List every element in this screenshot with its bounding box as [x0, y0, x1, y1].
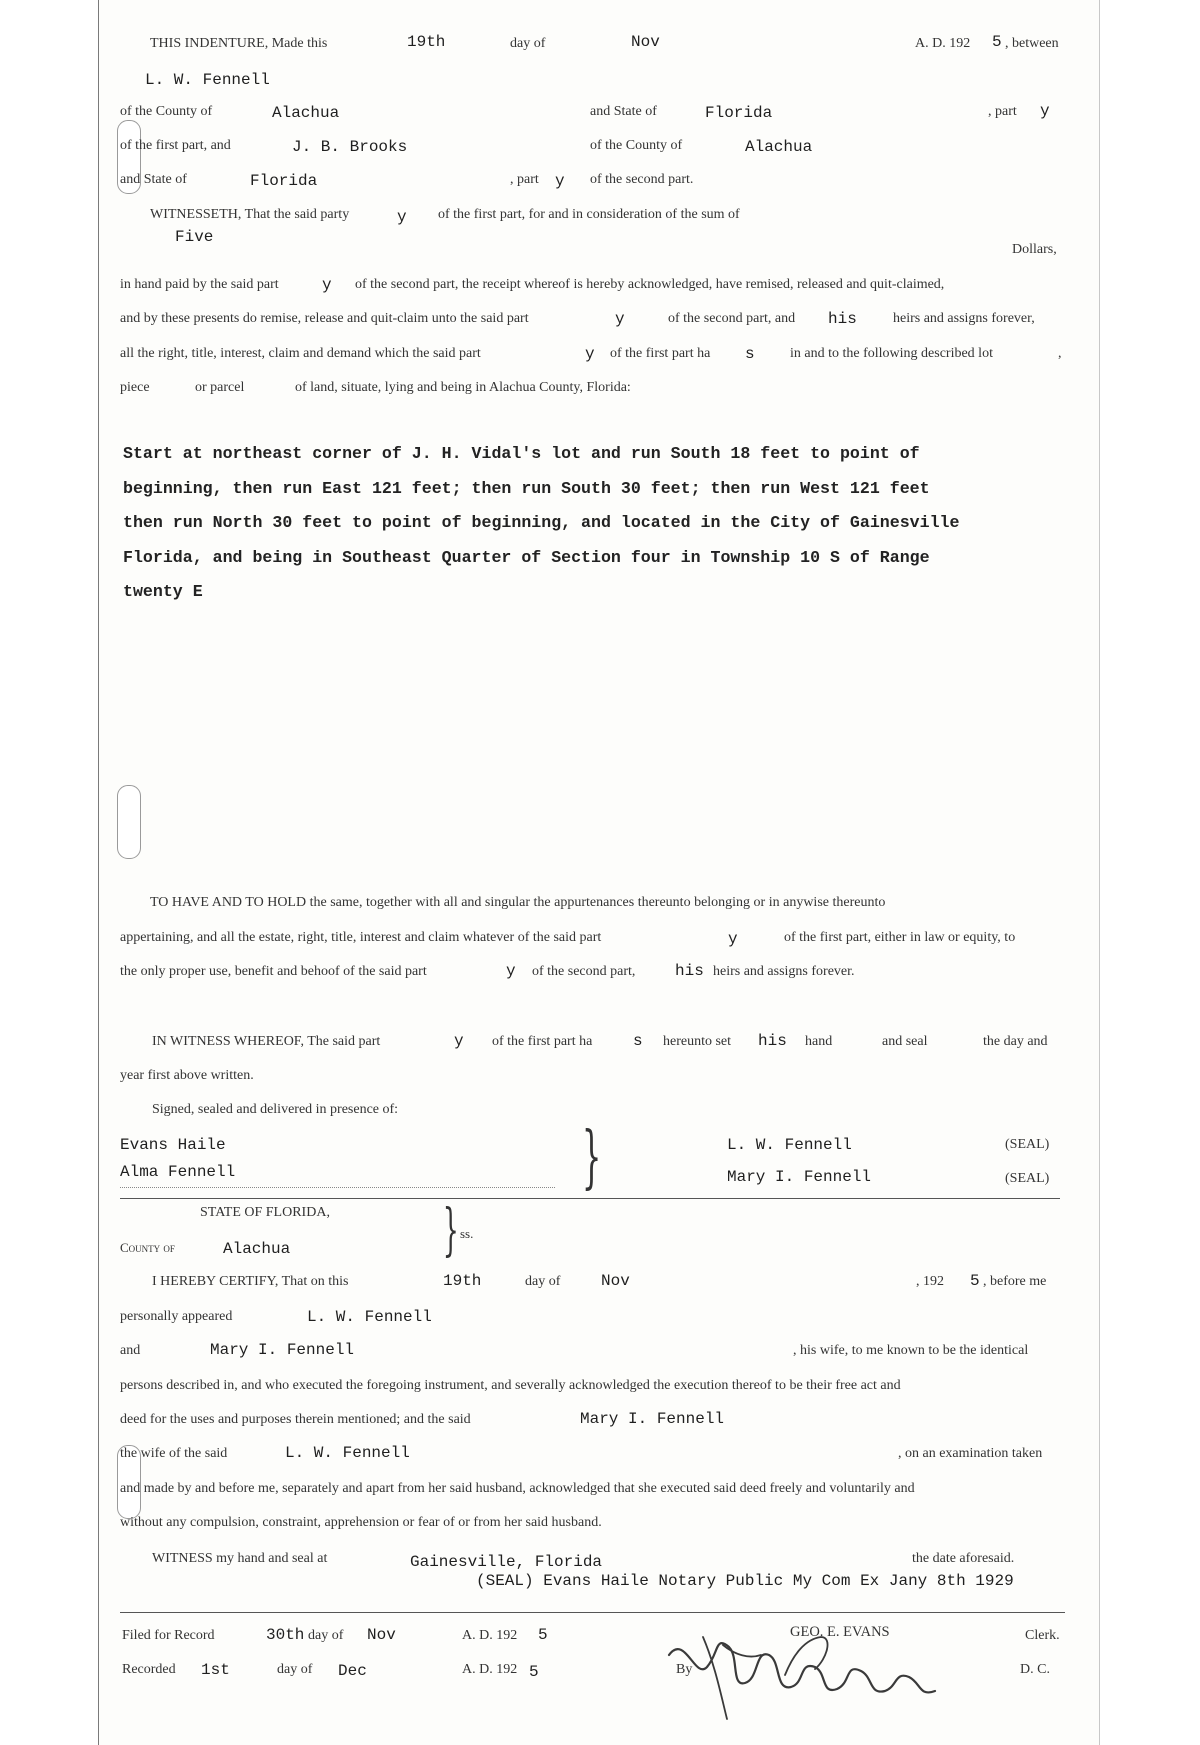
witness-underline [120, 1187, 555, 1188]
deed-uses-line: deed for the uses and purposes therein mentioned; and the said [120, 1412, 471, 1427]
first-party-state: Florida [705, 104, 773, 122]
notary-place: Gainesville, Florida [410, 1553, 603, 1571]
date-aforesaid-label: the date aforesaid. [912, 1551, 1015, 1566]
habendum-line-2-y: y [728, 930, 738, 948]
piece-label: piece [120, 380, 150, 395]
dc-label: D. C. [1020, 1662, 1050, 1677]
ack-year-prefix: , 192 [916, 1274, 944, 1289]
ad-label: A. D. 192 [915, 36, 971, 51]
made-day: 19th [407, 33, 446, 51]
second-part-label: of the second part. [590, 172, 694, 187]
description-line: Florida, and being in Southeast Quarter of Section four in Township 10 S of Range [123, 547, 930, 567]
second-party-state: Florida [250, 172, 318, 190]
indenture-heading: THIS INDENTURE, Made this [150, 36, 328, 51]
habendum-line-3-his: his [675, 962, 704, 980]
consideration-label: of the first part, for and in consideration of the sum of [438, 207, 740, 222]
his-wife-label: , his wife, to me known to be the identical [793, 1343, 1029, 1358]
clerk-name: GEO. E. EVANS [790, 1624, 890, 1640]
dollars-label: Dollars, [1012, 242, 1057, 257]
witness-whereof-his: his [758, 1032, 787, 1050]
seal-label: (SEAL) [1005, 1137, 1050, 1152]
witness-name: Evans Haile [120, 1136, 226, 1154]
description-line: beginning, then run East 121 feet; then run South 30 feet; then run West 121 feet [123, 478, 930, 498]
filed-day-of-label: day of [308, 1628, 344, 1643]
personally-appeared-label: personally appeared [120, 1309, 233, 1324]
year-first-above-label: year first above written. [120, 1068, 254, 1083]
filed-ad-label: A. D. 192 [462, 1628, 518, 1643]
appeared-person-1: L. W. Fennell [307, 1308, 432, 1326]
recorded-label: Recorded [122, 1662, 176, 1677]
remise-line-b: and by these presents do remise, release and quit-claim unto the said part [120, 311, 529, 326]
remise-line-a: in hand paid by the said part [120, 277, 279, 292]
before-me-label: , before me [983, 1274, 1047, 1289]
party-suffix: y [1040, 102, 1050, 120]
description-line: twenty E [123, 582, 203, 601]
ss-label: ss. [460, 1226, 474, 1241]
witness-name: Alma Fennell [120, 1163, 236, 1181]
state-of-florida-label: STATE OF FLORIDA, [200, 1205, 330, 1220]
description-line: then run North 30 feet to point of beginning, and located in the City of Gainesville [123, 513, 960, 532]
between-label: , between [1005, 36, 1059, 51]
hereunto-set-label: hereunto set [663, 1034, 732, 1049]
examination-label: , on an examination taken [898, 1446, 1043, 1461]
notary-signature-line: (SEAL) Evans Haile Notary Public My Com Ex Jany 8th 1929 [476, 1572, 1014, 1590]
witness-whereof-y: y [454, 1032, 464, 1050]
recorded-day: 1st [201, 1661, 230, 1679]
party-label: , part [988, 104, 1017, 119]
signed-sealed-label: Signed, sealed and delivered in presence of: [152, 1102, 399, 1117]
day-of-label: day of [510, 36, 546, 51]
recorded-year-digit: 5 [529, 1663, 539, 1681]
persons-described-line: persons described in, and who executed the foregoing instrument, and severally acknowledged the execution thereof to be their free act and [120, 1378, 901, 1393]
habendum-line-2-rest: of the first part, either in law or equity, to [784, 930, 1016, 945]
second-party-name: J. B. Brooks [292, 138, 408, 156]
remise-line-b-y: y [615, 310, 625, 328]
remise-line-c-s: s [745, 345, 755, 363]
appeared-person-2: Mary I. Fennell [210, 1341, 355, 1359]
remise-line-c: all the right, title, interest, claim and demand which the said part [120, 346, 481, 361]
husband-name: L. W. Fennell [285, 1444, 410, 1462]
ack-year-digit: 5 [970, 1272, 980, 1290]
remise-line-a-y: y [322, 276, 332, 294]
wife-name: Mary I. Fennell [580, 1410, 725, 1428]
clerk-label: Clerk. [1025, 1628, 1060, 1643]
filed-day: 30th [266, 1626, 305, 1644]
remise-line-c-y: y [585, 345, 595, 363]
grantor-signature: Mary I. Fennell [727, 1168, 872, 1186]
habendum-line-3-rest: heirs and assigns forever. [713, 964, 855, 979]
ack-day: 19th [443, 1272, 482, 1290]
without-compulsion-line: without any compulsion, constraint, apprehension or fear of or from her said husband. [120, 1515, 602, 1530]
remise-line-b-his: his [828, 310, 857, 328]
made-month: Nov [631, 33, 660, 51]
day-and-label: the day and [983, 1034, 1048, 1049]
made-year-digit: 5 [992, 33, 1002, 51]
remise-line-a-rest: of the second part, the receipt whereof is hereby acknowledged, have remised, released and quit-claimed, [355, 277, 945, 292]
habendum-line-3-y: y [506, 962, 516, 980]
by-label: By [676, 1662, 693, 1677]
of-county-label: of the County of [120, 104, 213, 119]
ack-day-of-label: day of [525, 1274, 561, 1289]
filed-month: Nov [367, 1626, 396, 1644]
ss-brace: } [442, 1198, 459, 1263]
first-party-county: Alachua [272, 104, 340, 122]
party-suffix-2: y [555, 172, 565, 190]
witness-whereof-s: s [633, 1032, 643, 1050]
remise-line-b-mid: of the second part, and [668, 311, 796, 326]
section-divider [120, 1198, 1060, 1199]
recorded-day-of-label: day of [277, 1662, 313, 1677]
hand-label: hand [805, 1034, 833, 1049]
land-situate-label: of land, situate, lying and being in Alachua County, Florida: [295, 380, 631, 395]
witness-whereof-mid: of the first part ha [492, 1034, 593, 1049]
grantor-signature: L. W. Fennell [727, 1136, 852, 1154]
deputy-clerk-signature [665, 1625, 965, 1725]
of-county-label-2: of the County of [590, 138, 683, 153]
section-divider [120, 1612, 1065, 1613]
second-party-county: Alachua [745, 138, 813, 156]
first-party-name: L. W. Fennell [145, 71, 270, 89]
signature-brace: } [581, 1118, 602, 1197]
description-line: Start at northeast corner of J. H. Vidal's lot and run South 18 feet to point of [123, 444, 920, 463]
wife-of-label: the wife of the said [120, 1446, 228, 1461]
party-label-2: , part [510, 172, 539, 187]
and-state-label-2: and State of [120, 172, 187, 187]
ack-county: Alachua [223, 1240, 291, 1258]
made-before-me-line: and made by and before me, separately and apart from her said husband, acknowledged that she executed said deed freely and voluntarily and [120, 1481, 915, 1496]
recorded-ad-label: A. D. 192 [462, 1662, 518, 1677]
remise-line-c-rest: in and to the following described lot [790, 346, 993, 361]
punch-hole [117, 785, 141, 859]
habendum-line-3-mid: of the second part, [532, 964, 636, 979]
remise-line-b-rest: heirs and assigns forever, [893, 311, 1035, 326]
legal-description [123, 437, 1003, 610]
ack-month: Nov [601, 1272, 630, 1290]
seal-label: (SEAL) [1005, 1171, 1050, 1186]
and-seal-label: and seal [882, 1034, 928, 1049]
recorded-month: Dec [338, 1662, 367, 1680]
habendum-line-1: TO HAVE AND TO HOLD the same, together with all and singular the appurtenances thereunto belonging or in anywise thereunto [150, 895, 886, 910]
witness-whereof-line: IN WITNESS WHEREOF, The said part [152, 1034, 381, 1049]
habendum-line-3: the only proper use, benefit and behoof of the said part [120, 964, 427, 979]
habendum-line-2: appertaining, and all the estate, right, title, interest and claim whatever of the said part [120, 930, 602, 945]
witness-hand-label: WITNESS my hand and seal at [152, 1551, 328, 1566]
witnesseth-suffix: y [397, 208, 407, 226]
certify-label: I HEREBY CERTIFY, That on this [152, 1274, 349, 1289]
filed-year-digit: 5 [538, 1626, 548, 1644]
consideration-amount: Five [175, 228, 214, 246]
and-label: and [120, 1343, 141, 1358]
witnesseth-label: WITNESSETH, That the said party [150, 207, 350, 222]
parcel-label: or parcel [195, 380, 245, 395]
remise-line-c-mid: of the first part ha [610, 346, 711, 361]
and-state-label: and State of [590, 104, 657, 119]
first-part-and-label: of the first part, and [120, 138, 231, 153]
remise-line-c-comma: , [1058, 346, 1062, 361]
county-of-label: County of [120, 1240, 175, 1255]
filed-for-record-label: Filed for Record [122, 1628, 215, 1643]
